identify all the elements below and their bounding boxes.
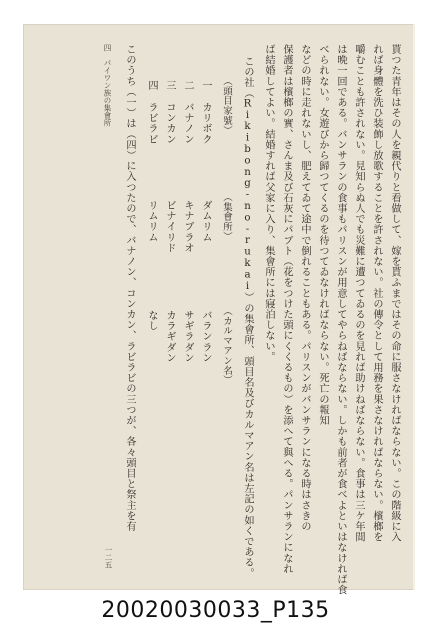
row-number: 四 [146, 80, 157, 91]
row-number: 一 [200, 80, 211, 91]
text-column: 嚼むことも許されない。見知らぬ人でも災難に遭つてゐるのを見れば助けねばならない。食事は三ケ年間 [353, 44, 364, 543]
row-chief: ラビラビ [146, 102, 157, 145]
header-karmaan: （カルマアン名） [221, 306, 232, 386]
text-column: は晩一回である。バンサランの食事もパリスンが用意してやらねばならない。しかも前者が食べよといはなければ食 [335, 44, 346, 596]
row-chief: バナノン [182, 102, 193, 145]
text-column: 貰つた青年はその人を親代りと看做して、嫁を貰ふまではその命に服さなければならない。この階級に入 [389, 44, 400, 543]
row-karmaan: バランラン [200, 310, 211, 363]
intro-line: この社（Rikibong-no-rukai）の集會所、頭目名及びカルマアン名は左記の如くである。 [242, 56, 253, 579]
header-hall: （集會所） [221, 192, 232, 242]
row-hall: キナブラオ [182, 200, 193, 253]
row-hall: ビナイリド [164, 200, 175, 253]
text-column: などの時に走れないし、肥えてゐて途中で倒れることもある。パリスンがバンサランになる時はさきの [299, 44, 310, 532]
row-number: 二 [182, 80, 193, 91]
text-column: ば結婚してよい。結婚すれば父家に入り、集會所には寢泊しない。 [263, 44, 274, 362]
text-column: れば身體を洗ひ装飾し放歌することを許されない。社の傳令として用務を果さなければならない。檳榔を [371, 44, 382, 543]
row-chief: カリボク [200, 102, 211, 145]
row-karmaan: なし [146, 310, 157, 332]
running-header: 四 パイワン族の集會所 [103, 44, 112, 127]
row-karmaan: サギラダン [182, 310, 193, 363]
row-hall: ダムリム [200, 200, 211, 243]
closing-line: このうち（一）は（四）に入つたので、バナノン、コンカン、ラビラビの三つが、各々頭目と祭主を有 [124, 44, 135, 532]
book-page [23, 24, 415, 596]
row-number: 三 [164, 80, 175, 91]
text-column: 保護者は檳榔の實、さんま及び石灰にパブト（花をつけた頭にくくるもの）を添へて與へる。パンサランになれ [281, 44, 292, 574]
header-chief-house: （頭目家號） [221, 76, 232, 136]
row-hall: リムリム [146, 200, 157, 243]
row-chief: コンカン [164, 102, 175, 145]
row-karmaan: カラギダン [164, 310, 175, 363]
page-number: 一二五 [104, 546, 113, 569]
image-caption: 20020030033_P135 [101, 598, 330, 623]
text-column: べられない。女遊びから歸つてくるのを待つてゐなければならない。死亡の報知 [317, 44, 328, 426]
